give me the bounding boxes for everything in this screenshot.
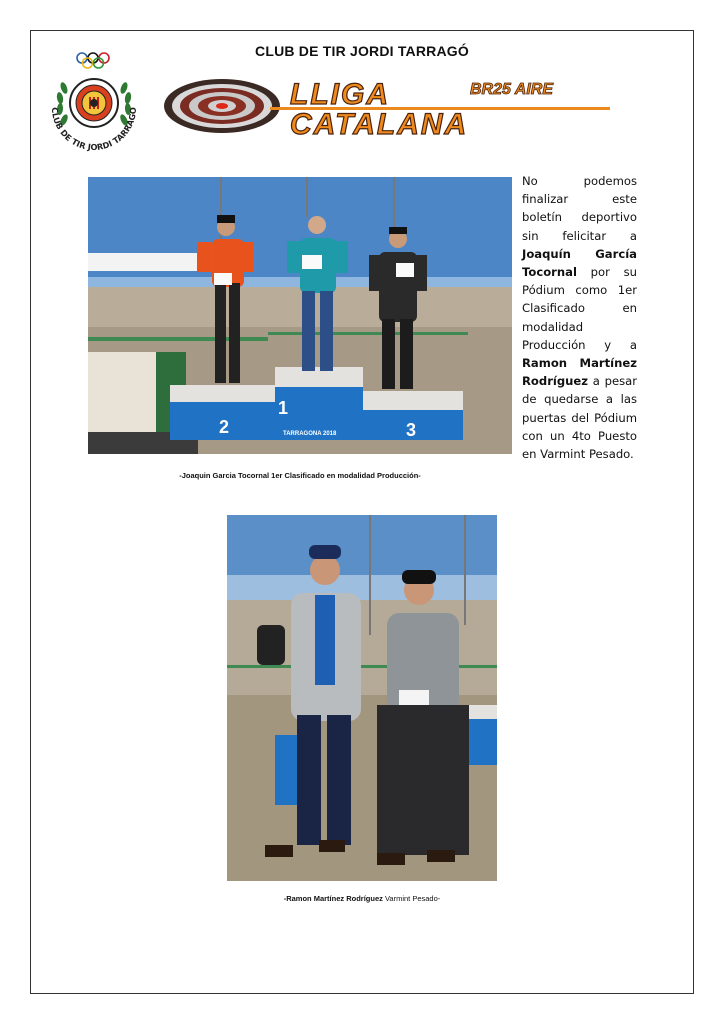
duo-photo <box>227 515 497 881</box>
club-title: CLUB DE TIR JORDI TARRAGÓ <box>255 43 469 59</box>
photo2-caption <box>160 894 564 903</box>
banner-target-icon <box>164 79 280 133</box>
podium-label-1: 1 <box>278 398 289 418</box>
photo2-caption-name: -Ramon Martínez Rodríguez <box>283 894 383 903</box>
article-name-1: Joaquín García Tocornal <box>522 246 637 280</box>
podium-label-2: 2 <box>219 417 230 437</box>
article-paragraph <box>522 172 637 463</box>
podium-banner-text: TARRAGONA 2018 <box>283 431 337 437</box>
article-name-2: Ramon Martínez Rodríguez <box>522 356 637 389</box>
banner-lliga-text: LLIGA <box>290 78 390 111</box>
podium-label-3: 3 <box>406 420 417 440</box>
lliga-banner <box>160 74 620 138</box>
photo2-caption-rest: Varmint Pesado- <box>382 894 441 903</box>
article-text-2: por su Pódium como 1er Clasificado en modalidad Producción y a <box>522 265 637 352</box>
logo-ring-text: CLUB DE TIR JORDI TARRAGO <box>49 106 139 153</box>
photo1-caption: -Joaquin Garcia Tocornal 1er Clasificado en modalidad Producción- <box>179 471 421 480</box>
olympic-rings-icon <box>77 53 109 68</box>
banner-catalana-text: CATALANA <box>290 108 469 138</box>
target-emblem-icon <box>70 79 118 127</box>
club-logo <box>38 48 150 156</box>
banner-badge-text: BR25 AIRE <box>470 81 553 98</box>
podium-photo <box>88 177 512 454</box>
article-text-1: No podemos finalizar este boletín deportivo sin felicitar a <box>522 174 637 243</box>
article-text-3: a pesar de quedarse a las puertas del Pódium con un 4to Puesto en Varmint Pesado. <box>522 374 637 462</box>
